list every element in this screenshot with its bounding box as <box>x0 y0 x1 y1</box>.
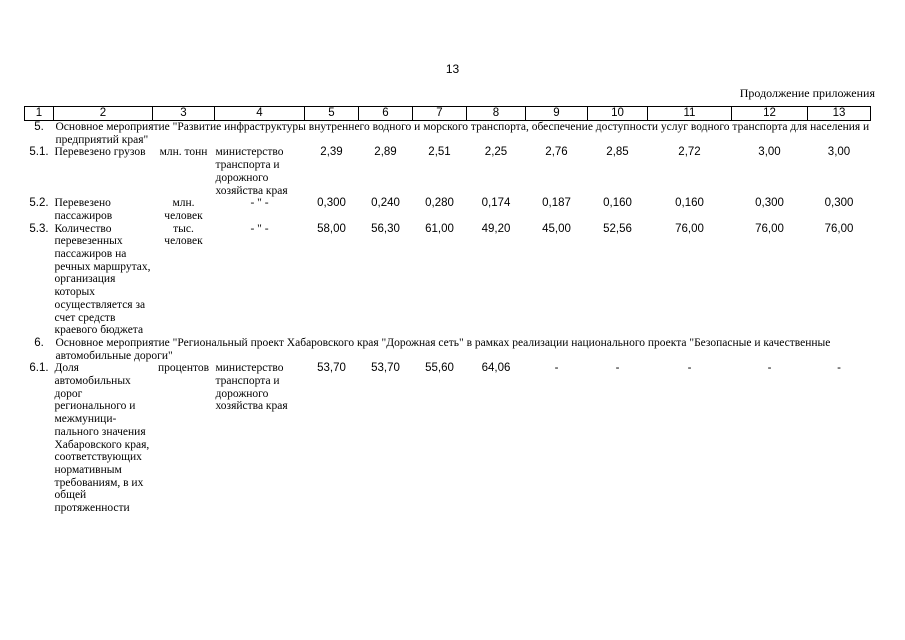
value-cell: 0,300 <box>824 197 854 210</box>
value-cell: - <box>687 362 692 375</box>
column-header: 10 <box>588 107 648 121</box>
value-cell: 45,00 <box>542 222 571 235</box>
value-cell: 49,20 <box>481 222 511 235</box>
row-number: 5.2. <box>29 197 49 210</box>
column-header: 9 <box>526 107 588 121</box>
indicator-name: Перевезено грузов <box>54 146 146 159</box>
value-cell: 64,06 <box>481 362 511 375</box>
value-cell: 76,00 <box>824 222 854 235</box>
value-cell: 3,00 <box>758 146 781 159</box>
table-row <box>25 197 871 222</box>
section-number: 6. <box>34 336 44 349</box>
header-row <box>25 107 871 121</box>
value-cell: 0,300 <box>755 197 784 210</box>
executor: - " - <box>250 197 269 210</box>
unit: млн. человек <box>164 197 203 222</box>
section-number: 5. <box>34 121 44 133</box>
value-cell: 52,56 <box>603 222 632 235</box>
column-header: 4 <box>215 107 305 121</box>
executor: министерство транспорта и дорожного хозяйства края <box>215 362 288 413</box>
section-title: Основное мероприятие "Развитие инфраструктуры внутреннего водного и морского транспорта, обеспечение доступности услуг водного транспорта для населения и предприятий края" <box>55 121 870 146</box>
value-cell: 2,72 <box>678 146 701 159</box>
value-cell: 2,76 <box>545 146 568 159</box>
column-header: 1 <box>25 107 54 121</box>
indicators-table <box>24 106 871 515</box>
column-header: 3 <box>153 107 215 121</box>
value-cell: 55,60 <box>425 362 454 375</box>
value-cell: 0,300 <box>317 197 346 210</box>
table-row <box>25 146 871 197</box>
column-header: 2 <box>54 107 153 121</box>
value-cell: 0,160 <box>603 197 632 210</box>
value-cell: 2,89 <box>374 146 397 159</box>
value-cell: 2,51 <box>428 146 451 159</box>
value-cell: 0,187 <box>542 197 571 210</box>
executor: - " - <box>250 222 269 235</box>
value-cell: 56,30 <box>371 222 400 235</box>
column-header: 7 <box>413 107 467 121</box>
unit: процентов <box>157 362 210 375</box>
executor: министерство транспорта и дорожного хозяйства края <box>215 146 288 197</box>
value-cell: 0,240 <box>371 197 400 210</box>
continuation-label: Продолжение приложения <box>739 86 875 100</box>
value-cell: 61,00 <box>425 222 454 235</box>
row-number: 6.1. <box>29 362 49 375</box>
column-header: 13 <box>808 107 871 121</box>
unit: млн. тонн <box>159 146 208 159</box>
value-cell: 3,00 <box>827 146 851 159</box>
column-header: 6 <box>359 107 413 121</box>
indicator-name: Количество перевезенных пассажиров на речных маршрутах, организация которых осуществляется за счет средств краевого бюджета <box>54 222 151 337</box>
row-number: 5.3. <box>29 222 49 235</box>
value-cell: 2,39 <box>320 146 343 159</box>
value-cell: 2,85 <box>606 146 629 159</box>
section-title: Основное мероприятие "Региональный проект Хабаровского края "Дорожная сеть" в рамках реализации национального проекта "Безопасные и качественные автомобильные дороги" <box>55 336 831 362</box>
value-cell: - <box>554 362 559 375</box>
column-header: 5 <box>305 107 359 121</box>
value-cell: 0,174 <box>481 197 511 210</box>
value-cell: - <box>837 362 841 375</box>
value-cell: - <box>767 362 772 375</box>
column-header: 12 <box>732 107 808 121</box>
row-number: 5.1. <box>29 146 49 159</box>
section-row <box>25 121 871 147</box>
value-cell: 53,70 <box>371 362 400 375</box>
section-row <box>25 337 871 362</box>
indicator-name: Доля автомобильных дорог регионального и межмуници-пального значения Хабаровского края, соответствующих нормативным требованиям, в их общей протяженности <box>54 362 150 515</box>
value-cell: 58,00 <box>317 222 346 235</box>
value-cell: 53,70 <box>317 362 346 375</box>
value-cell: 2,25 <box>484 146 508 159</box>
column-header: 11 <box>648 107 732 121</box>
table-row <box>25 223 871 337</box>
table-row <box>25 362 871 514</box>
value-cell: 0,160 <box>675 197 704 210</box>
value-cell: 76,00 <box>675 222 704 235</box>
indicator-name: Перевезено пассажиров <box>54 197 113 222</box>
value-cell: 76,00 <box>755 222 784 235</box>
page-number: 13 <box>445 62 460 76</box>
value-cell: - <box>615 362 620 375</box>
unit: тыс. человек <box>164 222 203 248</box>
value-cell: 0,280 <box>425 197 454 210</box>
column-header: 8 <box>467 107 526 121</box>
